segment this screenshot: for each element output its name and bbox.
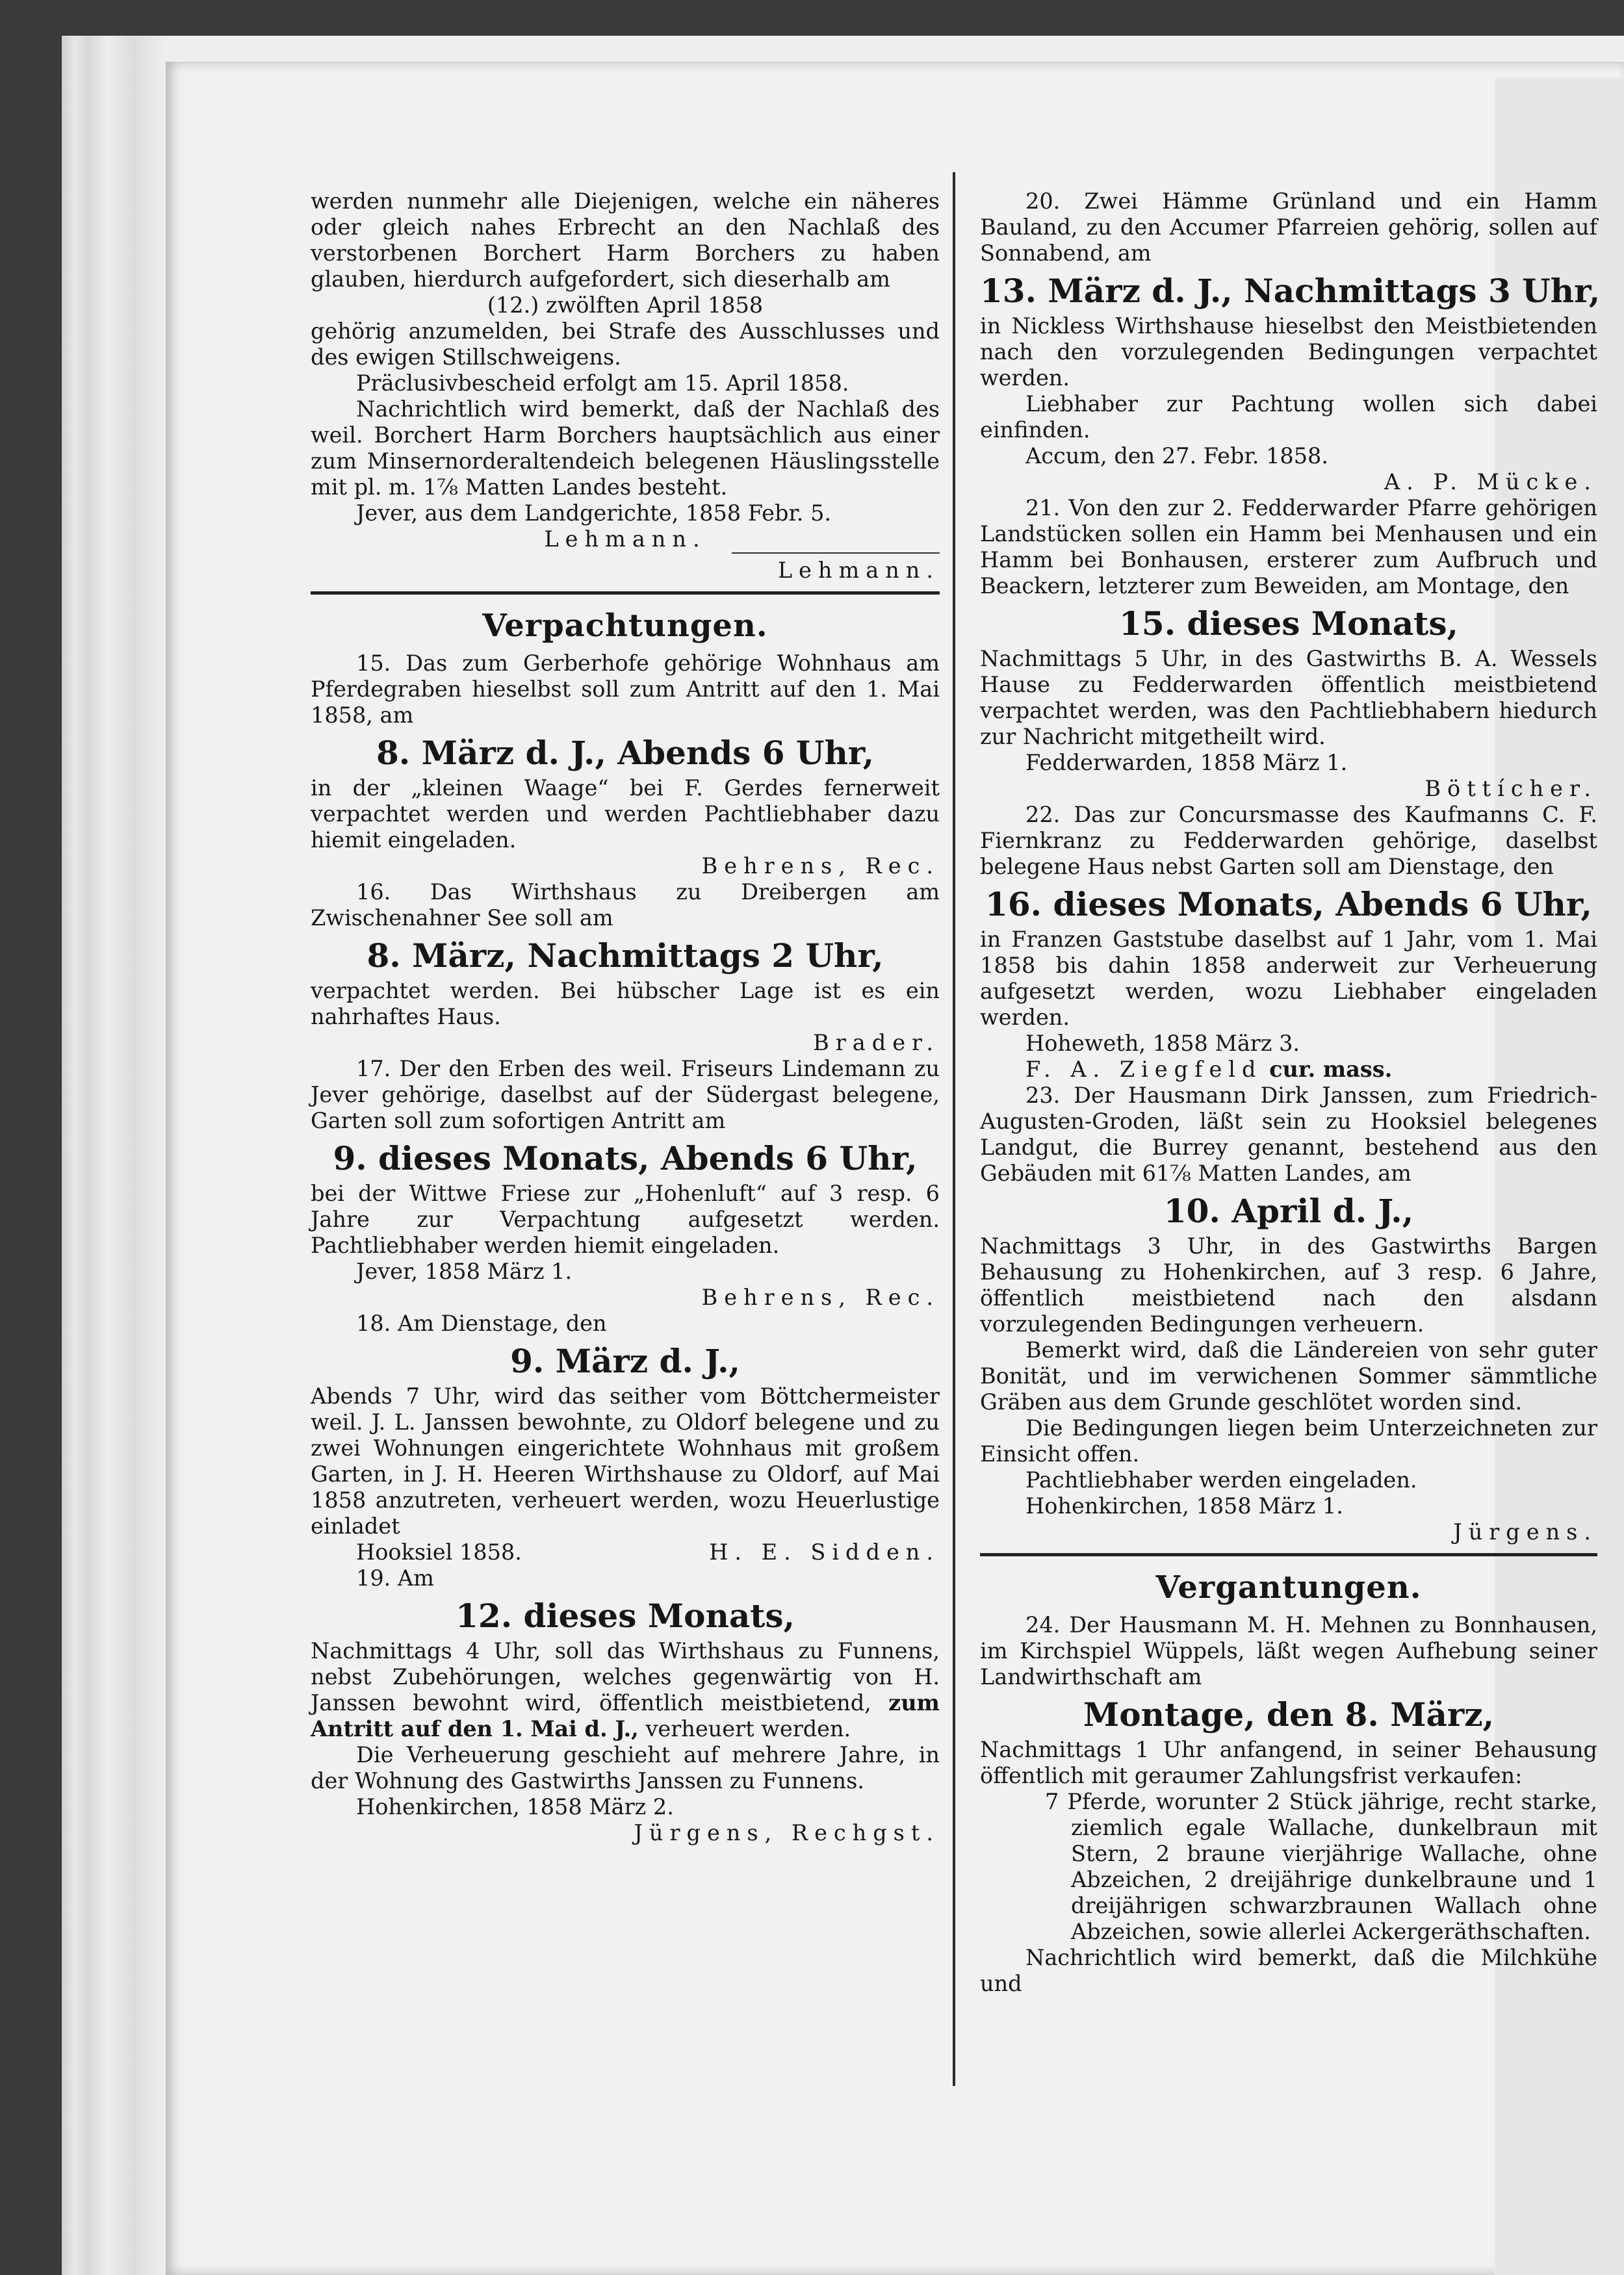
notice-date: 9. März d. J., <box>510 1342 740 1380</box>
signature: Behrens, Rec. <box>701 853 940 879</box>
notice-text: Nachmittags 3 Uhr, in des Gastwirths Bargen Behausung zu Hohenkirchen, auf 3 resp. 6 Jahre, öffentlich meistbietend nach den alsdann vorzulegenden Bedingungen verheuern. <box>980 1233 1597 1337</box>
signature: Lehmann. <box>544 526 706 552</box>
signature: H. E. Sidden. <box>709 1539 940 1565</box>
place-date: Hohenkirchen, 1858 März 2. <box>356 1794 674 1819</box>
intro-place-date: Jever, aus dem Landgerichte, 1858 Febr. 5. <box>356 500 832 526</box>
notice-text: 20. Zwei Hämme Grünland und ein Hamm Bauland, zu den Accumer Pfarreien gehörig, sollen auf Sonnabend, am <box>980 188 1597 266</box>
notice-text: Die Bedingungen liegen beim Unterzeichneten zur Einsicht offen. <box>980 1415 1597 1467</box>
section-title: Vergantungen. <box>1155 1569 1422 1606</box>
notice-text: Bemerkt wird, daß die Ländereien von sehr guter Bonität, und im verwichenen Sommer sämmtliche Gräben aus dem Grunde geschlötet worden sind. <box>980 1337 1597 1415</box>
signature: Behrens, Rec. <box>701 1285 940 1310</box>
notice-date: 9. dieses Monats, Abends 6 Uhr, <box>333 1139 918 1177</box>
notice-text: in der „kleinen Waage“ bei F. Gerdes fernerweit verpachtet werden und werden Pachtliebhaber dazu hiemit eingeladen. <box>311 775 940 853</box>
section-title: Verpachtungen. <box>482 608 768 644</box>
signature: Jürgens, Rechgst. <box>634 1820 940 1845</box>
notice-date: 15. dieses Monats, <box>1119 604 1458 643</box>
notice-text: in Nickless Wirthshause hieselbst den Meistbietenden nach den vorzulegenden Bedingungen verpachtet werden. <box>980 313 1597 391</box>
intro-text: Präclusivbescheid erfolgt am 15. April 1858. <box>356 370 849 396</box>
notice-text: bei der Wittwe Friese zur „Hohenluft“ auf 3 resp. 6 Jahre zur Verpachtung aufgesetzt werden. Pachtliebhaber werden hiemit eingeladen. <box>311 1181 940 1258</box>
notice-text: 16. Das Wirthshaus zu Dreibergen am Zwischenahner See soll am <box>311 879 940 931</box>
notice-text: 15. Das zum Gerberhofe gehörige Wohnhaus am Pferdegraben hieselbst soll zum Antritt auf den 1. Mai 1858, am <box>311 650 940 728</box>
place-date-text: Hooksiel 1858. <box>356 1539 522 1565</box>
notice-date: 12. dieses Monats, <box>456 1597 795 1635</box>
place-date: Hohenkirchen, 1858 März 1. <box>1025 1493 1343 1519</box>
notice-date: 8. März d. J., Abends 6 Uhr, <box>376 734 874 772</box>
section-rule <box>311 591 940 595</box>
notice-date: Montage, den 8. März, <box>1083 1695 1495 1734</box>
column-divider <box>953 172 955 2086</box>
notice-text: Nachmittags 5 Uhr, in des Gastwirths B. A. Wessels Hause zu Fedderwarden öffentlich meistbietend verpachtet werden, was den Pachtliebhabern hiedurch zur Nachricht mitgetheilt wird. <box>980 646 1597 749</box>
notice-text: 21. Von den zur 2. Fedderwarder Pfarre gehörigen Landstücken sollen ein Hamm bei Menhausen und ein Hamm bei Bonhausen, ersterer zum Aufbruch und Beackern, letzterer zum Beweiden, am Montage, den <box>980 495 1597 598</box>
notice-date: 13. März d. J., Nachmittags 3 Uhr, <box>980 272 1601 310</box>
intro-text: Nachrichtlich wird bemerkt, daß der Nachlaß des weil. Borchert Harm Borchers hauptsächlich aus einer zum Minsernorderaltendeich belegenen Häuslingsstelle mit pl. m. 1⅞ Matten Landes besteht. <box>311 396 940 500</box>
place-date: Fedderwarden, 1858 März 1. <box>1025 750 1348 775</box>
intro-text: werden nunmehr alle Diejenigen, welche ein näheres oder gleich nahes Erbrecht an den Nachlaß des verstorbenen Borchert Harm Borchers zu haben glauben, hierdurch aufgefordert, sich dieserhalb am <box>311 188 940 292</box>
intro-date: (12.) zwölften April 1858 <box>487 292 764 318</box>
right-column <box>980 188 1601 1997</box>
signature: Jürgens. <box>1453 1519 1597 1545</box>
notice-text: Abends 7 Uhr, wird das seither vom Böttchermeister weil. J. L. Janssen bewohnte, zu Oldorf belegene und zu zwei Wohnungen eingerichtete Wohnhaus mit großem Garten, in J. H. Heeren Wirthshause zu Oldorf, auf Mai 1858 anzutreten, verheuert werden, wozu Heuerlustige einladet <box>311 1383 940 1539</box>
signature: Brader. <box>813 1030 940 1055</box>
signature-rule <box>732 552 940 554</box>
notice-text: Die Verheuerung geschieht auf mehrere Jahre, in der Wohnung des Gastwirths Janssen zu Funnens. <box>311 1742 940 1793</box>
signature: A. P. Mücke. <box>1384 469 1597 495</box>
intro-text: gehörig anzumelden, bei Strafe des Ausschlusses und des ewigen Stillschweigens. <box>311 318 940 370</box>
notice-text: 23. Der Hausmann Dirk Janssen, zum Friedrich-Augusten-Groden, läßt sein zu Hooksiel belegenes Landgut, die Burrey genannt, bestehend aus den Gebäuden mit 61⅞ Matten Landes, am <box>980 1083 1597 1186</box>
notice-text-part: Nachmittags 4 Uhr, soll das Wirthshaus zu Funnens, nebst Zubehörungen, welches gegenwärtig von H. Janssen bewohnt wird, öffentlich meistbietend, <box>311 1638 940 1716</box>
notice-text: Nachmittags 1 Uhr anfangend, in seiner Behausung öffentlich mit geraumer Zahlungsfrist verkaufen: <box>980 1737 1597 1788</box>
signature: F. A. Ziegfeld <box>1025 1057 1263 1082</box>
notice-text: 19. Am <box>356 1565 434 1591</box>
notice-text: 17. Der den Erben des weil. Friseurs Lindemann zu Jever gehörige, daselbst auf der Südergast belegene, Garten soll zum sofortigen Antritt am <box>311 1056 940 1133</box>
signature: Böttícher. <box>1424 776 1597 801</box>
notice-text: Liebhaber zur Pachtung wollen sich dabei einfinden. <box>980 391 1597 443</box>
signature: Lehmann. <box>777 558 940 583</box>
place-date: Jever, 1858 März 1. <box>356 1259 573 1284</box>
notice-date: 8. März, Nachmittags 2 Uhr, <box>367 936 884 975</box>
notice-text: 24. Der Hausmann M. H. Mehnen zu Bonnhausen, im Kirchspiel Wüppels, läßt wegen Aufhebung seiner Landwirthschaft am <box>980 1612 1597 1690</box>
notice-text: verpachtet werden. Bei hübscher Lage ist es ein nahrhaftes Haus. <box>311 978 940 1029</box>
signature-title: cur. mass. <box>1269 1057 1393 1082</box>
signature-line <box>980 1057 1597 1083</box>
place-date: Accum, den 27. Febr. 1858. <box>1025 443 1328 469</box>
notice-date: 16. dieses Monats, Abends 6 Uhr, <box>985 885 1592 923</box>
notice-text: in Franzen Gaststube daselbst auf 1 Jahr, vom 1. Mai 1858 bis dahin 1858 anderweit zur Verheuerung aufgesetzt werden, wozu Liebhaber eingeladen werden. <box>980 927 1597 1030</box>
notice-text <box>311 1638 940 1742</box>
notice-text: Nachrichtlich wird bemerkt, daß die Milchkühe und <box>980 1945 1597 1996</box>
notice-text: 18. Am Dienstage, den <box>356 1311 607 1336</box>
notice-date: 10. April d. J., <box>1163 1192 1414 1230</box>
notice-text: 22. Das zur Concursmasse des Kaufmanns C. F. Fiernkranz zu Fedderwarden gehörige, daselbst belegene Haus nebst Garten soll am Dienstage, den <box>980 802 1597 879</box>
place-date <box>311 1539 940 1565</box>
left-column <box>311 188 940 1846</box>
notice-text: Pachtliebhaber werden eingeladen. <box>1025 1467 1417 1493</box>
place-date: Hoheweth, 1858 März 3. <box>1025 1031 1300 1056</box>
item-list: 7 Pferde, worunter 2 Stück jährige, recht starke, ziemlich egale Wallache, dunkelbraun mit Stern, 2 braune vierjährige Wallache, ohne Abzeichen, 2 dreijährige dunkelbraune und 1 dreijährigen schwarzbraunen Wallach ohne Abzeichen, sowie allerlei Ackergeräthschaften. <box>1045 1789 1597 1944</box>
notice-text-part: verheuert werden. <box>645 1716 851 1742</box>
section-rule <box>980 1553 1597 1556</box>
emphasis-text: zum Antritt auf den 1. Mai d. J., <box>311 1690 940 1742</box>
